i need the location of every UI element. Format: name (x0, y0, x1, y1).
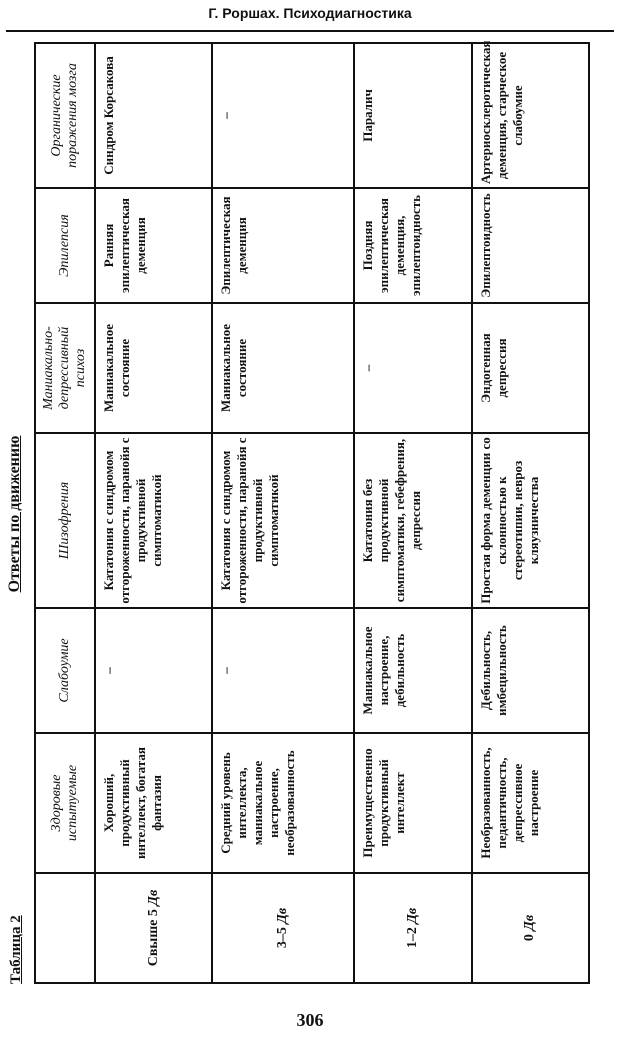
column-header (35, 873, 95, 983)
table-cell: – (354, 303, 471, 433)
table-cell: Средний уровень интеллекта, маниакальное настроение, необразованность (212, 733, 354, 873)
row-header (95, 873, 212, 983)
table-cell: Паралич (354, 43, 471, 188)
row-level: 1–2 (404, 927, 420, 949)
row-level: 0 (522, 934, 538, 942)
data-table (34, 42, 590, 984)
table-cell: – (212, 608, 354, 733)
table-cell: Хороший, продуктивный интеллект, богатая фантазия (95, 733, 212, 873)
table-header-row (35, 43, 95, 983)
column-header: Шизофрения (35, 433, 95, 608)
rotated-table-page (0, 34, 620, 994)
table-row (354, 43, 471, 983)
table-cell: Необразованность, педантичность, депрессивное настроение (472, 733, 589, 873)
row-header (212, 873, 354, 983)
table-cell: Кататония с синдромом отгороженности, паранойя с продуктивной симптоматикой (212, 433, 354, 608)
running-head: Г. Роршах. Психодиагностика (208, 5, 412, 21)
table-cell: Дебильность, имбецильность (472, 608, 589, 733)
column-header: Здоровые испытуемые (35, 733, 95, 873)
table-cell: Кататония с синдромом отгороженности, паранойя с продуктивной симптоматикой (95, 433, 212, 608)
table-cell: – (212, 43, 354, 188)
column-header: Органические поражения мозга (35, 43, 95, 188)
table-row (95, 43, 212, 983)
row-level: 3–5 (275, 927, 291, 949)
column-header: Эпилепсия (35, 188, 95, 303)
table-cell: Маниакальное настроение, дебильность (354, 608, 471, 733)
table-cell: Простая форма деменции со склонностью к стереотипии, невроз кляузничества (472, 433, 589, 608)
row-unit: Дв (522, 914, 538, 931)
table-cell: Кататония без продуктивной симптоматики, гебефрения, депрессия (354, 433, 471, 608)
table-cell: Ранняя эпилептическая деменция (95, 188, 212, 303)
row-unit: Дв (275, 907, 291, 924)
table-row (212, 43, 354, 983)
table-cell: Эпилептическая деменция (212, 188, 354, 303)
header-rule (6, 30, 614, 32)
table-cell: Синдром Корсакова (95, 43, 212, 188)
table-cell: Маниакальное состояние (95, 303, 212, 433)
row-unit: Дв (145, 889, 161, 906)
table-cell: Эпилептоидность (472, 188, 589, 303)
table-cell: Эндогенная депрессия (472, 303, 589, 433)
table-cell: Маниакальное состояние (212, 303, 354, 433)
column-header: Маниакально-депрессивный психоз (35, 303, 95, 433)
table-row (472, 43, 589, 983)
row-header (354, 873, 471, 983)
table-cell: Поздняя эпилептическая деменция, эпилептоидность (354, 188, 471, 303)
column-header: Слабоумие (35, 608, 95, 733)
row-header (472, 873, 589, 983)
row-level: Свыше 5 (145, 909, 161, 967)
page-number: 306 (296, 1010, 324, 1030)
table-cell: – (95, 608, 212, 733)
table-cell: Преимущественно продуктивный интеллект (354, 733, 471, 873)
table-label: Таблица 2 (8, 915, 24, 984)
table-title: Ответы по движению (6, 435, 23, 593)
table-cell: Артериосклеротическая деменция, старческое слабоумие (472, 43, 589, 188)
row-unit: Дв (404, 907, 420, 924)
